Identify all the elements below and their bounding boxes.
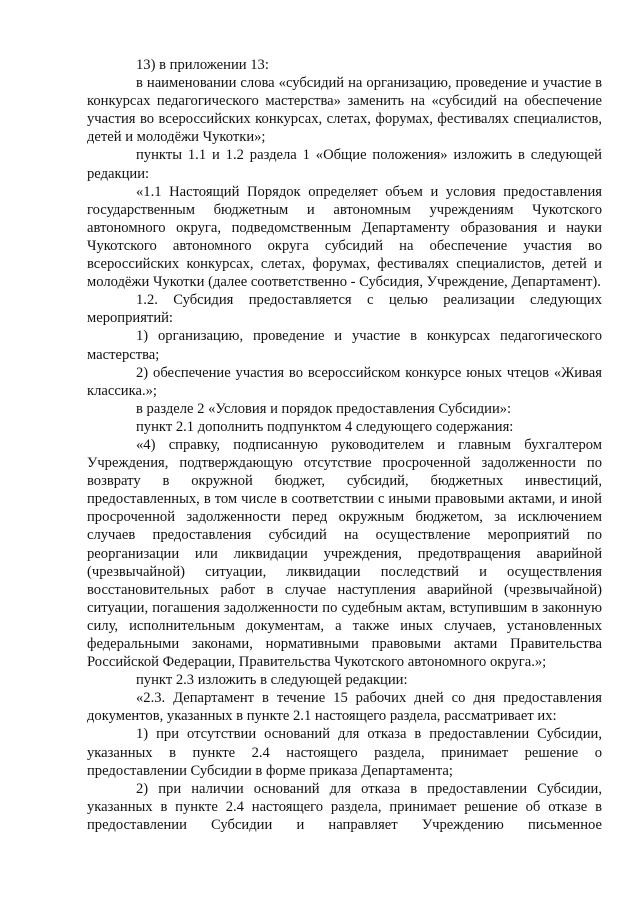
paragraph-clause-1-1: «1.1 Настоящий Порядок определяет объем и условия предоставления государственным бюджетным и автономным учреждениям Чукотского автономного округа, подведомственным Департаменту образования и науки Чукотского автономного округа субсидий на обеспечение участия во всероссийских конкурсах, слетах, форумах, фестивалях специалистов, детей и молодёжи Чукотки (далее соответственно - Субсидия, Учреждение, Департамент). xyxy=(87,183,602,291)
paragraph-section-2: в разделе 2 «Условия и порядок предоставления Субсидии»: xyxy=(136,400,512,417)
paragraph-activity-1: 1) организацию, проведение и участие в конкурсах педагогического мастерства; xyxy=(87,328,602,363)
paragraph-clause-1-2: 1.2. Субсидия предоставляется с целью реализации следующих мероприятий: xyxy=(87,292,602,327)
paragraph-item-13: 13) в приложении 13: xyxy=(136,57,269,73)
paragraph-activity-2: 2) обеспечение участия во всероссийском конкурсе юных чтецов «Живая классика.»; xyxy=(87,364,602,399)
paragraph-title-change: в наименовании слова «субсидий на организацию, проведение и участие в конкурсах педагогического мастерства» заменить на «субсидий на обеспечение участия во всероссийских конкурсах, слетах, форумах, фестивалях специалистов, детей и молодёжи Чукотки»; xyxy=(87,75,602,146)
paragraph-decision-2: 2) при наличии оснований для отказа в предоставлении Субсидии, указанных в пункте 2.4 настоящего раздела, принимает решение об отказе в предоставлении Субсидии и направляет Учреждению письменное xyxy=(87,780,602,833)
paragraph-decision-1: 1) при отсутствии оснований для отказа в предоставлении Субсидии, указанных в пункте 2.4 настоящего раздела, принимает решение о предоставлении Субсидии в форме приказа Департамента; xyxy=(87,726,602,779)
paragraph-clause-2-3: «2.3. Департамент в течение 15 рабочих дней со дня предоставления документов, указанных в пункте 2.1 настоящего раздела, рассматривает их: xyxy=(87,690,602,725)
paragraph-point-2-1: пункт 2.1 дополнить подпунктом 4 следующего содержания: xyxy=(136,418,514,435)
paragraph-subpoint-4: «4) справку, подписанную руководителем и главным бухгалтером Учреждения, подтверждающую отсутствие просроченной задолженности по возврату в окружной бюджет, субсидий, бюджетных инвестиций, предоставленных, в том числе в соответствии с иными правовыми актами, и иной просроченной задолженности перед окружным бюджетом, за исключением случаев предоставления субсидий на осуществление мероприятий по реорганизации или ликвидации учреждения, предотвращения аварийной (чрезвычайной) ситуации, ликвидации последствий и осуществления восстановительных работ в случае наступления аварийной (чрезвычайной) ситуации, погашения задолженности по судебным актам, вступившим в законную силу, исполнительным документам, а также иных случаев, установленных федеральными законами, нормативными правовыми актами Правительства Российской Федерации, Правительства Чукотского автономного округа.»; xyxy=(87,436,602,671)
paragraph-points-1-1-1-2: пункты 1.1 и 1.2 раздела 1 «Общие положения» изложить в следующей редакции: xyxy=(87,147,602,182)
paragraph-point-2-3: пункт 2.3 изложить в следующей редакции: xyxy=(136,672,408,689)
document-page xyxy=(87,56,602,834)
